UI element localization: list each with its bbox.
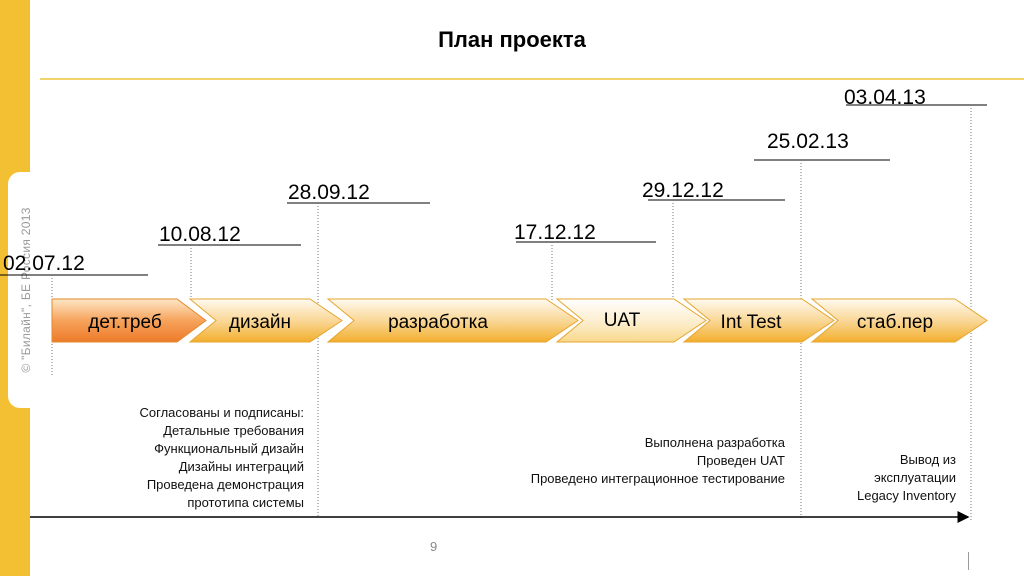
note-line: Дизайны интеграций — [178, 459, 304, 474]
milestone-date: 28.09.12 — [288, 181, 370, 204]
phase-label: дет.треб — [88, 312, 162, 333]
milestone-note — [857, 451, 956, 505]
note-line: Выполнена разработка — [644, 435, 785, 450]
note-line: прототипа системы — [187, 495, 304, 510]
milestone-date: 10.08.12 — [159, 223, 241, 246]
milestone-date: 03.04.13 — [844, 86, 926, 109]
phase-label: разработка — [388, 312, 488, 333]
copyright-text: © "Билайн", БЕ Россия 2013 — [19, 207, 33, 373]
milestone-date: 17.12.12 — [514, 221, 596, 244]
corner-mark — [968, 552, 969, 570]
milestone-note — [140, 404, 305, 512]
page-number: 9 — [430, 539, 438, 554]
note-line: эксплуатации — [874, 470, 956, 485]
note-line: Проведен UAT — [696, 453, 785, 468]
note-line: Проведено интеграционное тестирование — [530, 471, 785, 486]
note-line: Функциональный дизайн — [154, 441, 304, 456]
note-line: Проведена демонстрация — [146, 477, 304, 492]
note-line: Детальные требования — [163, 423, 304, 438]
milestone-date: 29.12.12 — [642, 179, 724, 202]
note-line: Legacy Inventory — [856, 488, 956, 503]
note-line: Согласованы и подписаны: — [139, 405, 304, 420]
phase-label: UAT — [603, 310, 641, 331]
phase-label: дизайн — [228, 312, 292, 333]
phase-label: Int Test — [720, 312, 782, 333]
page-title: План проекта — [438, 27, 586, 52]
milestone-date: 25.02.13 — [767, 130, 849, 153]
note-line: Вывод из — [899, 452, 956, 467]
milestone-date: 02.07.12 — [3, 252, 85, 275]
milestone-note — [531, 434, 785, 488]
phase-label: стаб.пер — [856, 312, 934, 333]
